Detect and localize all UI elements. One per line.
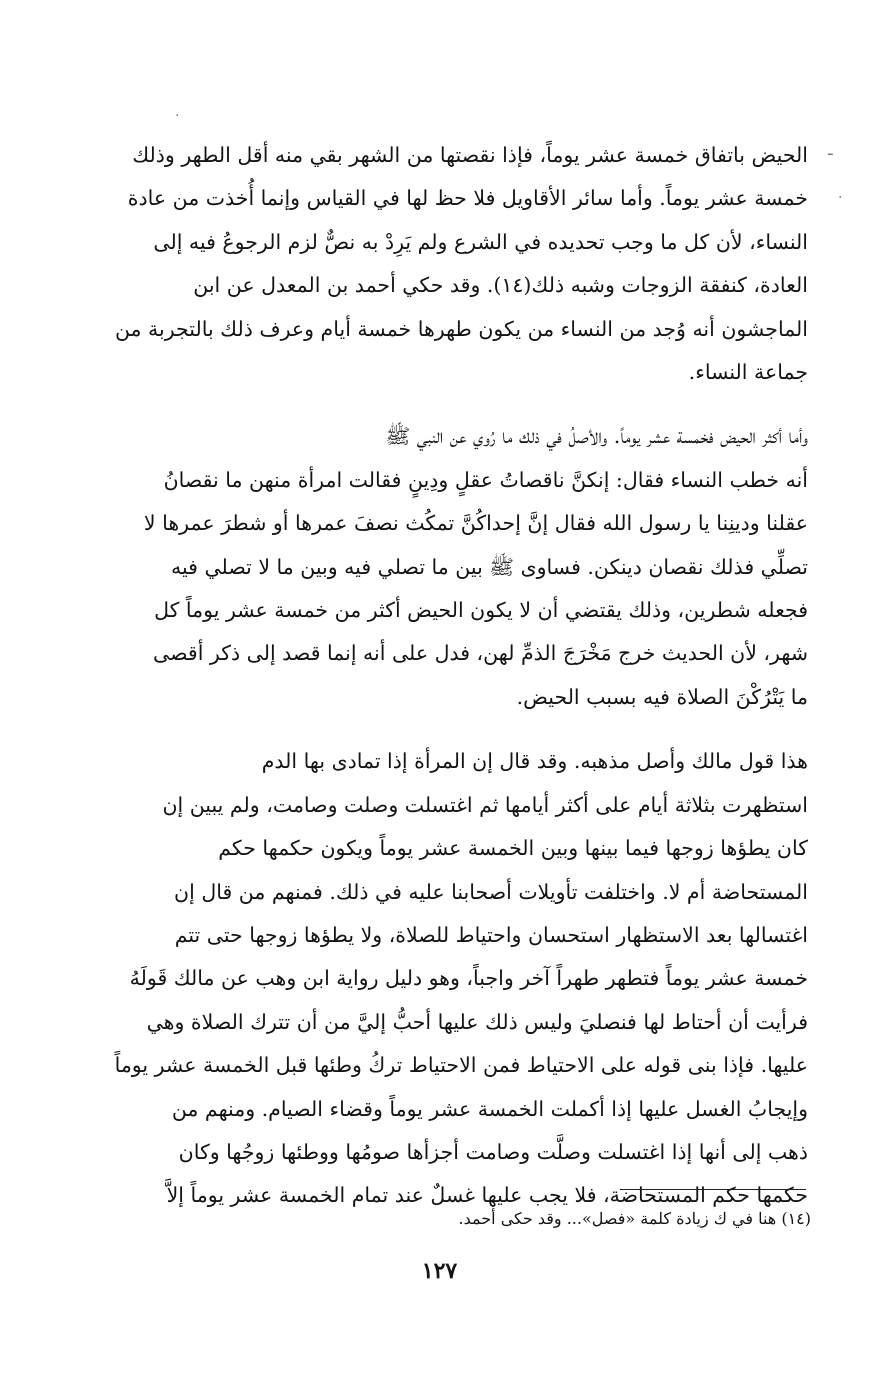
text-line: عليها. فإذا بنى قوله على الاحتياط فمن الاحتياط تركُ وطئها قبل الخمسة عشر يوماً — [114, 1053, 808, 1078]
text-line: وإيجابُ الغسل عليها إذا أكملت الخمسة عشر يوماً وقضاء الصيام. ومنهم من — [171, 1096, 808, 1121]
footnote: (١٤) هنا في ك زيادة كلمة «فصل»... وقد حكى أحمد. — [458, 1209, 811, 1228]
text-line: جماعة النساء. — [688, 360, 808, 385]
margin-mark: ـ — [828, 140, 833, 159]
text-line: تصلِّي فذلك نقصان دينكن. فساوى ﷺ بين ما تصلي فيه وبين ما لا تصلي فيه — [170, 554, 808, 579]
body-text — [105, 134, 808, 1218]
paragraph-1 — [105, 134, 808, 394]
text-line: حكمها حكم المستحاضة، فلا يجب عليها غسلٌ عند تمام الخمسة عشر يوماً إلاَّ — [166, 1183, 808, 1208]
text-line: كان يطؤها زوجها فيما بينها وبين الخمسة عشر يوماً ويكون حكمها حكم — [218, 836, 808, 861]
text-line: ذهب إلى أنها إذا اغتسلت وصلَّت وصامت أجزأها صومُها ووطئها زوجُها وكان — [178, 1139, 808, 1164]
text-line: الحيض باتفاق خمسة عشر يوماً، فإذا نقصتها من الشهر بقي منه أقل الطهر وذلك — [132, 143, 808, 167]
text-line: المستحاضة أم لا. واختلفت تأويلات أصحابنا عليه في ذلك. فمنهم من قال إن — [174, 879, 808, 904]
text-line: النساء، لأن كل ما وجب تحديده في الشرع ولم يَرِدْ به نصٌّ لزم الرجوعُ فيه إلى — [153, 229, 808, 254]
text-line: أنه خطب النساء فقال: إنكنَّ ناقصاتُ عقلٍ ودِينٍ فقالت امرأة منهن ما نقصانُ — [163, 467, 808, 492]
scan-speck: · — [175, 108, 180, 124]
text-line: الماجشون أنه وُجد من النساء من يكون طهرها خمسة أيام وعرف ذلك بالتجربة من — [114, 316, 808, 341]
footnote-separator — [620, 1189, 806, 1190]
text-line: خمسة عشر يوماً فتطهر طهراً آخر واجباً، وهو دليل رواية ابن وهب عن مالك قَولَهُ — [129, 966, 808, 991]
text-line: استظهرت بثلاثة أيام على أكثر أيامها ثم اغتسلت وصلت وصامت، ولم يبين إن — [162, 792, 808, 817]
paragraph-2 — [105, 415, 808, 719]
text-line: وأما أكثر الحيض فخمسة عشر يوماً. والأصلُ في ذلك ما رُوي عن النبي ﷺ — [385, 424, 808, 449]
text-line: العادة، كنفقة الزوجات وشبه ذلك(١٤). وقد حكي أحمد بن المعدل عن ابن — [193, 273, 808, 298]
paragraph-3 — [105, 740, 808, 1217]
text-line: شهر، لأن الحديث خرج مَخْرَجَ الذمِّ لهن، فدل على أنه إنما قصد إلى ذكر أقصى — [153, 641, 808, 666]
text-line: خمسة عشر يوماً. وأما سائر الأقاويل فلا حظ لها في القياس وإنما أُخذت من عادة — [127, 186, 808, 211]
page-number: ١٢٧ — [421, 1258, 458, 1284]
text-line: اغتسالها بعد الاستظهار استحسان واحتياط للصلاة، ولا يطؤها زوجها حتى تتم — [174, 922, 808, 947]
text-line: ما يَتْرُكْنَ الصلاة فيه بسبب الحيض. — [516, 684, 808, 709]
text-line: عقلنا ودينِنا يا رسول الله فقال إنَّ إحداكُنَّ تمكُث نصفَ عمرها أو شطرَ عمرها لا — [143, 511, 808, 536]
scan-speck: · — [838, 190, 843, 206]
text-line: فرأيت أن أحتاط لها فنصليَ وليس ذلك عليها أحبُّ إليَّ من أن تترك الصلاة وهي — [146, 1009, 808, 1034]
text-line: فجعله شطرين، وذلك يقتضي أن لا يكون الحيض أكثر من خمسة عشر يوماً كل — [154, 598, 808, 623]
text-line: هذا قول مالك وأصل مذهبه. وقد قال إن المرأة إذا تمادى بها الدم — [261, 749, 808, 774]
